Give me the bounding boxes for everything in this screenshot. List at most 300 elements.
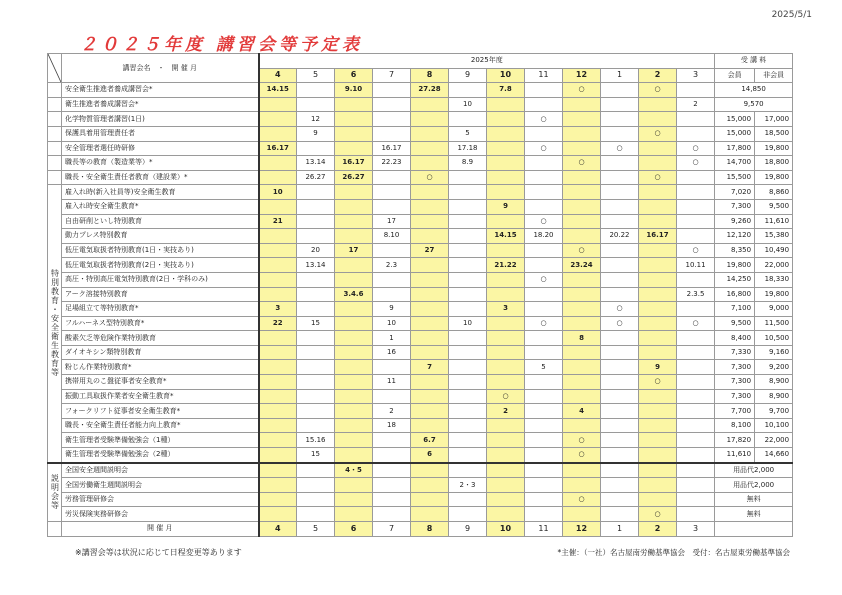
fee-member-cell: 7,100 <box>715 302 755 317</box>
schedule-cell <box>563 97 601 112</box>
fee-member-cell: 14,250 <box>715 272 755 287</box>
schedule-cell <box>563 360 601 375</box>
schedule-cell <box>259 331 297 346</box>
schedule-cell <box>601 418 639 433</box>
schedule-cell <box>639 345 677 360</box>
fee-cell: 用品代2,000 <box>715 478 793 493</box>
schedule-cell <box>449 492 487 507</box>
schedule-cell <box>449 258 487 273</box>
schedule-cell <box>449 170 487 185</box>
schedule-cell <box>373 287 411 302</box>
schedule-cell <box>297 97 335 112</box>
schedule-cell <box>639 418 677 433</box>
schedule-cell: 17 <box>335 243 373 258</box>
schedule-cell <box>677 389 715 404</box>
fee-nonmember-cell: 10,490 <box>755 243 793 258</box>
fee-nonmember-header: 非会員 <box>755 68 793 83</box>
table-row <box>48 185 793 200</box>
schedule-cell <box>601 478 639 493</box>
course-name: 安全衛生推進者養成講習会* <box>62 83 259 98</box>
schedule-cell <box>449 83 487 98</box>
schedule-cell <box>259 258 297 273</box>
schedule-cell <box>259 287 297 302</box>
schedule-cell: ○ <box>563 83 601 98</box>
schedule-cell: 17 <box>373 214 411 229</box>
schedule-cell: 18 <box>373 418 411 433</box>
schedule-cell <box>525 331 563 346</box>
fee-member-cell: 17,820 <box>715 433 755 448</box>
schedule-cell <box>639 316 677 331</box>
schedule-cell <box>487 360 525 375</box>
schedule-cell <box>487 141 525 156</box>
fee-nonmember-cell: 18,500 <box>755 126 793 141</box>
schedule-cell <box>601 83 639 98</box>
fee-member-cell: 17,800 <box>715 141 755 156</box>
schedule-cell <box>259 418 297 433</box>
schedule-cell <box>525 243 563 258</box>
schedule-cell <box>639 331 677 346</box>
section-cell <box>48 156 62 171</box>
schedule-cell <box>297 214 335 229</box>
fee-cell: 無料 <box>715 492 793 507</box>
schedule-cell <box>411 126 449 141</box>
schedule-cell <box>373 478 411 493</box>
schedule-cell <box>297 287 335 302</box>
schedule-cell <box>487 287 525 302</box>
schedule-cell <box>373 433 411 448</box>
schedule-cell <box>449 404 487 419</box>
schedule-cell <box>449 185 487 200</box>
schedule-cell <box>411 214 449 229</box>
schedule-cell <box>259 433 297 448</box>
schedule-cell <box>449 287 487 302</box>
course-name: 労務管理研修会 <box>62 492 259 507</box>
schedule-cell: ○ <box>639 507 677 522</box>
schedule-cell <box>411 287 449 302</box>
fee-member-header: 会員 <box>715 68 755 83</box>
schedule-cell: 15.16 <box>297 433 335 448</box>
schedule-cell <box>677 404 715 419</box>
schedule-cell: 26.27 <box>335 170 373 185</box>
schedule-cell <box>487 126 525 141</box>
schedule-cell <box>411 492 449 507</box>
schedule-cell: 22.23 <box>373 156 411 171</box>
schedule-cell <box>639 478 677 493</box>
schedule-cell <box>677 83 715 98</box>
schedule-cell <box>449 418 487 433</box>
table-row <box>48 83 793 98</box>
schedule-cell <box>411 272 449 287</box>
schedule-cell <box>259 243 297 258</box>
course-name: 職長・安全衛生責任者教育（建設業）* <box>62 170 259 185</box>
table-row <box>48 199 793 214</box>
table-row <box>48 156 793 171</box>
schedule-cell <box>677 170 715 185</box>
schedule-cell <box>563 214 601 229</box>
fee-nonmember-cell: 8,860 <box>755 185 793 200</box>
schedule-cell <box>411 404 449 419</box>
schedule-cell <box>373 170 411 185</box>
schedule-cell: ○ <box>677 316 715 331</box>
table-row <box>48 418 793 433</box>
schedule-cell <box>373 360 411 375</box>
schedule-cell: ○ <box>677 141 715 156</box>
footer-row <box>48 522 793 537</box>
month-header: 5 <box>297 68 335 83</box>
schedule-body <box>48 83 793 536</box>
table-row <box>48 389 793 404</box>
schedule-cell <box>563 170 601 185</box>
schedule-cell: 1 <box>373 331 411 346</box>
fee-member-cell: 16,800 <box>715 287 755 302</box>
schedule-cell <box>563 418 601 433</box>
schedule-cell <box>449 302 487 317</box>
fee-member-cell: 7,700 <box>715 404 755 419</box>
footer-month: 12 <box>563 522 601 537</box>
fee-member-cell: 15,000 <box>715 112 755 127</box>
schedule-cell: ○ <box>525 272 563 287</box>
schedule-cell <box>487 507 525 522</box>
schedule-cell: 10 <box>449 316 487 331</box>
schedule-cell <box>259 463 297 478</box>
schedule-cell <box>259 360 297 375</box>
schedule-cell: ○ <box>677 156 715 171</box>
schedule-cell <box>601 433 639 448</box>
schedule-cell <box>297 141 335 156</box>
fee-nonmember-cell: 9,200 <box>755 360 793 375</box>
schedule-cell <box>411 141 449 156</box>
course-name: 雇入れ時(新入社員等)安全衛生教育 <box>62 185 259 200</box>
fee-nonmember-cell: 15,380 <box>755 229 793 244</box>
schedule-cell: 20 <box>297 243 335 258</box>
schedule-cell: 9 <box>373 302 411 317</box>
schedule-cell <box>639 199 677 214</box>
schedule-cell <box>335 331 373 346</box>
schedule-cell <box>677 302 715 317</box>
schedule-cell <box>335 97 373 112</box>
fee-nonmember-cell: 9,500 <box>755 199 793 214</box>
course-name: 保護具着用管理責任者 <box>62 126 259 141</box>
schedule-cell: 2.3 <box>373 258 411 273</box>
table-row <box>48 331 793 346</box>
schedule-cell <box>411 389 449 404</box>
schedule-cell <box>373 507 411 522</box>
fee-nonmember-cell: 22,000 <box>755 433 793 448</box>
table-row <box>48 360 793 375</box>
schedule-cell <box>259 404 297 419</box>
month-header: 11 <box>525 68 563 83</box>
schedule-cell <box>639 185 677 200</box>
fee-nonmember-cell: 22,000 <box>755 258 793 273</box>
schedule-cell: 10.11 <box>677 258 715 273</box>
schedule-cell <box>411 199 449 214</box>
schedule-cell: 27 <box>411 243 449 258</box>
schedule-cell: 11 <box>373 375 411 390</box>
schedule-cell <box>525 507 563 522</box>
schedule-cell <box>601 97 639 112</box>
schedule-cell <box>563 478 601 493</box>
schedule-cell <box>601 448 639 463</box>
schedule-cell <box>563 316 601 331</box>
footer-corner <box>48 522 62 537</box>
schedule-cell <box>373 448 411 463</box>
schedule-cell <box>335 478 373 493</box>
schedule-cell: ○ <box>525 112 563 127</box>
schedule-cell: 27.28 <box>411 83 449 98</box>
schedule-cell: ○ <box>601 302 639 317</box>
schedule-cell: ○ <box>639 83 677 98</box>
schedule-cell <box>639 287 677 302</box>
schedule-cell <box>677 345 715 360</box>
table-row <box>48 316 793 331</box>
table-row <box>48 448 793 463</box>
schedule-cell: 3.4.6 <box>335 287 373 302</box>
table-row <box>48 243 793 258</box>
schedule-cell: 3 <box>487 302 525 317</box>
schedule-cell <box>601 199 639 214</box>
schedule-cell <box>373 83 411 98</box>
schedule-cell <box>639 302 677 317</box>
schedule-cell: 14.15 <box>259 83 297 98</box>
course-name: ダイオキシン類特別教育 <box>62 345 259 360</box>
schedule-cell <box>259 126 297 141</box>
schedule-cell: ○ <box>601 141 639 156</box>
fee-nonmember-cell: 11,610 <box>755 214 793 229</box>
schedule-cell: ○ <box>563 448 601 463</box>
schedule-cell: 10 <box>373 316 411 331</box>
footer-month: 6 <box>335 522 373 537</box>
schedule-cell: 16.17 <box>373 141 411 156</box>
schedule-cell <box>297 229 335 244</box>
schedule-cell <box>297 272 335 287</box>
schedule-cell <box>639 463 677 478</box>
schedule-cell <box>601 272 639 287</box>
schedule-cell <box>297 199 335 214</box>
fee-nonmember-cell: 19,800 <box>755 170 793 185</box>
fee-member-cell: 8,400 <box>715 331 755 346</box>
fee-member-cell: 7,330 <box>715 345 755 360</box>
month-header: 10 <box>487 68 525 83</box>
schedule-cell <box>449 375 487 390</box>
schedule-cell <box>335 126 373 141</box>
schedule-cell <box>411 463 449 478</box>
schedule-cell <box>487 316 525 331</box>
date-stamp: 2025/5/1 <box>771 10 812 20</box>
course-name: 労災保険実務研修会 <box>62 507 259 522</box>
course-name: 動力プレス特別教育 <box>62 229 259 244</box>
schedule-cell <box>335 507 373 522</box>
schedule-cell <box>601 463 639 478</box>
schedule-cell <box>563 287 601 302</box>
schedule-cell: 4・5 <box>335 463 373 478</box>
course-name: 全国安全週間説明会 <box>62 463 259 478</box>
fee-cell: 14,850 <box>715 83 793 98</box>
schedule-cell <box>259 170 297 185</box>
schedule-cell <box>525 258 563 273</box>
schedule-cell <box>487 448 525 463</box>
schedule-cell <box>677 492 715 507</box>
schedule-cell <box>449 463 487 478</box>
schedule-cell <box>297 478 335 493</box>
schedule-cell: 13.14 <box>297 156 335 171</box>
schedule-cell <box>487 170 525 185</box>
table-row <box>48 404 793 419</box>
schedule-cell <box>373 243 411 258</box>
fee-member-cell: 7,300 <box>715 199 755 214</box>
table-row <box>48 141 793 156</box>
fee-member-cell: 15,500 <box>715 170 755 185</box>
schedule-cell: 15 <box>297 448 335 463</box>
schedule-cell <box>563 389 601 404</box>
schedule-cell <box>259 375 297 390</box>
schedule-cell <box>373 185 411 200</box>
schedule-cell <box>259 112 297 127</box>
schedule-cell <box>411 97 449 112</box>
schedule-cell <box>411 375 449 390</box>
schedule-cell <box>487 492 525 507</box>
schedule-cell <box>335 258 373 273</box>
schedule-cell: 7.8 <box>487 83 525 98</box>
schedule-cell <box>411 112 449 127</box>
month-header: 1 <box>601 68 639 83</box>
section-cell <box>48 83 62 98</box>
header-fee: 受 講 料 <box>715 54 793 69</box>
schedule-cell <box>601 214 639 229</box>
schedule-cell <box>677 272 715 287</box>
month-header: 3 <box>677 68 715 83</box>
schedule-cell <box>335 112 373 127</box>
schedule-cell: 8.10 <box>373 229 411 244</box>
course-name: 安全管理者選任時研修 <box>62 141 259 156</box>
schedule-cell <box>259 97 297 112</box>
schedule-cell <box>563 229 601 244</box>
schedule-cell <box>335 214 373 229</box>
course-name: 粉じん作業特別教育* <box>62 360 259 375</box>
table-row <box>48 345 793 360</box>
schedule-cell <box>639 97 677 112</box>
course-name: 低圧電気取扱者特別教育(1日・実技あり) <box>62 243 259 258</box>
schedule-cell <box>677 478 715 493</box>
footer-month: 2 <box>639 522 677 537</box>
table-row <box>48 478 793 493</box>
schedule-cell <box>677 418 715 433</box>
table-row <box>48 433 793 448</box>
schedule-cell <box>525 418 563 433</box>
schedule-cell: 2.3.5 <box>677 287 715 302</box>
schedule-cell: ○ <box>487 389 525 404</box>
schedule-table <box>47 53 793 537</box>
schedule-cell <box>677 214 715 229</box>
schedule-cell <box>525 448 563 463</box>
schedule-cell <box>449 507 487 522</box>
schedule-cell <box>335 492 373 507</box>
table-row <box>48 463 793 478</box>
schedule-cell <box>639 141 677 156</box>
schedule-cell <box>373 389 411 404</box>
schedule-cell <box>335 389 373 404</box>
fee-nonmember-cell: 10,100 <box>755 418 793 433</box>
table-row <box>48 229 793 244</box>
schedule-cell: 16 <box>373 345 411 360</box>
schedule-cell <box>601 389 639 404</box>
schedule-cell <box>297 345 335 360</box>
footer-month: 8 <box>411 522 449 537</box>
schedule-cell <box>297 463 335 478</box>
schedule-cell <box>335 302 373 317</box>
schedule-cell <box>525 463 563 478</box>
schedule-cell <box>373 126 411 141</box>
schedule-cell <box>449 272 487 287</box>
schedule-cell: 8.9 <box>449 156 487 171</box>
schedule-cell <box>525 375 563 390</box>
schedule-cell: 12 <box>297 112 335 127</box>
header-year: 2025年度 <box>259 54 715 69</box>
schedule-cell <box>449 433 487 448</box>
fee-member-cell: 15,000 <box>715 126 755 141</box>
fee-cell: 無料 <box>715 507 793 522</box>
schedule-cell <box>297 404 335 419</box>
schedule-cell <box>449 345 487 360</box>
schedule-cell <box>335 141 373 156</box>
schedule-cell: 16.17 <box>335 156 373 171</box>
section-cell <box>48 112 62 127</box>
schedule-cell <box>525 287 563 302</box>
schedule-cell <box>411 156 449 171</box>
schedule-cell <box>639 433 677 448</box>
section-cell <box>48 126 62 141</box>
schedule-cell <box>297 418 335 433</box>
schedule-cell: 2・3 <box>449 478 487 493</box>
schedule-cell <box>601 287 639 302</box>
month-header: 4 <box>259 68 297 83</box>
course-name: 足場組立て等特別教育* <box>62 302 259 317</box>
fee-nonmember-cell: 9,700 <box>755 404 793 419</box>
schedule-cell <box>487 345 525 360</box>
schedule-cell: 5 <box>525 360 563 375</box>
section-label-text: 特別教育・安全衛生教育等 <box>50 269 60 378</box>
section-label <box>48 463 62 522</box>
table-row <box>48 126 793 141</box>
fee-nonmember-cell: 11,500 <box>755 316 793 331</box>
fee-nonmember-cell: 8,900 <box>755 375 793 390</box>
schedule-cell: 16.17 <box>259 141 297 156</box>
fee-member-cell: 12,120 <box>715 229 755 244</box>
schedule-cell <box>601 258 639 273</box>
schedule-cell: ○ <box>563 433 601 448</box>
schedule-cell <box>639 272 677 287</box>
course-name: 職長・安全衛生責任者能力向上教育* <box>62 418 259 433</box>
schedule-cell <box>677 126 715 141</box>
schedule-cell <box>677 331 715 346</box>
section-cell <box>48 97 62 112</box>
table-row <box>48 375 793 390</box>
course-name: 低圧電気取扱者特別教育(2日・実技あり) <box>62 258 259 273</box>
schedule-cell <box>563 199 601 214</box>
schedule-cell <box>297 331 335 346</box>
schedule-cell <box>677 199 715 214</box>
schedule-cell: 9 <box>297 126 335 141</box>
fee-member-cell: 19,800 <box>715 258 755 273</box>
schedule-cell: 18.20 <box>525 229 563 244</box>
schedule-cell <box>601 156 639 171</box>
schedule-cell <box>525 433 563 448</box>
schedule-cell <box>297 492 335 507</box>
schedule-cell <box>677 360 715 375</box>
fee-nonmember-cell: 17,000 <box>755 112 793 127</box>
month-header: 12 <box>563 68 601 83</box>
table-row <box>48 287 793 302</box>
schedule-cell <box>297 389 335 404</box>
